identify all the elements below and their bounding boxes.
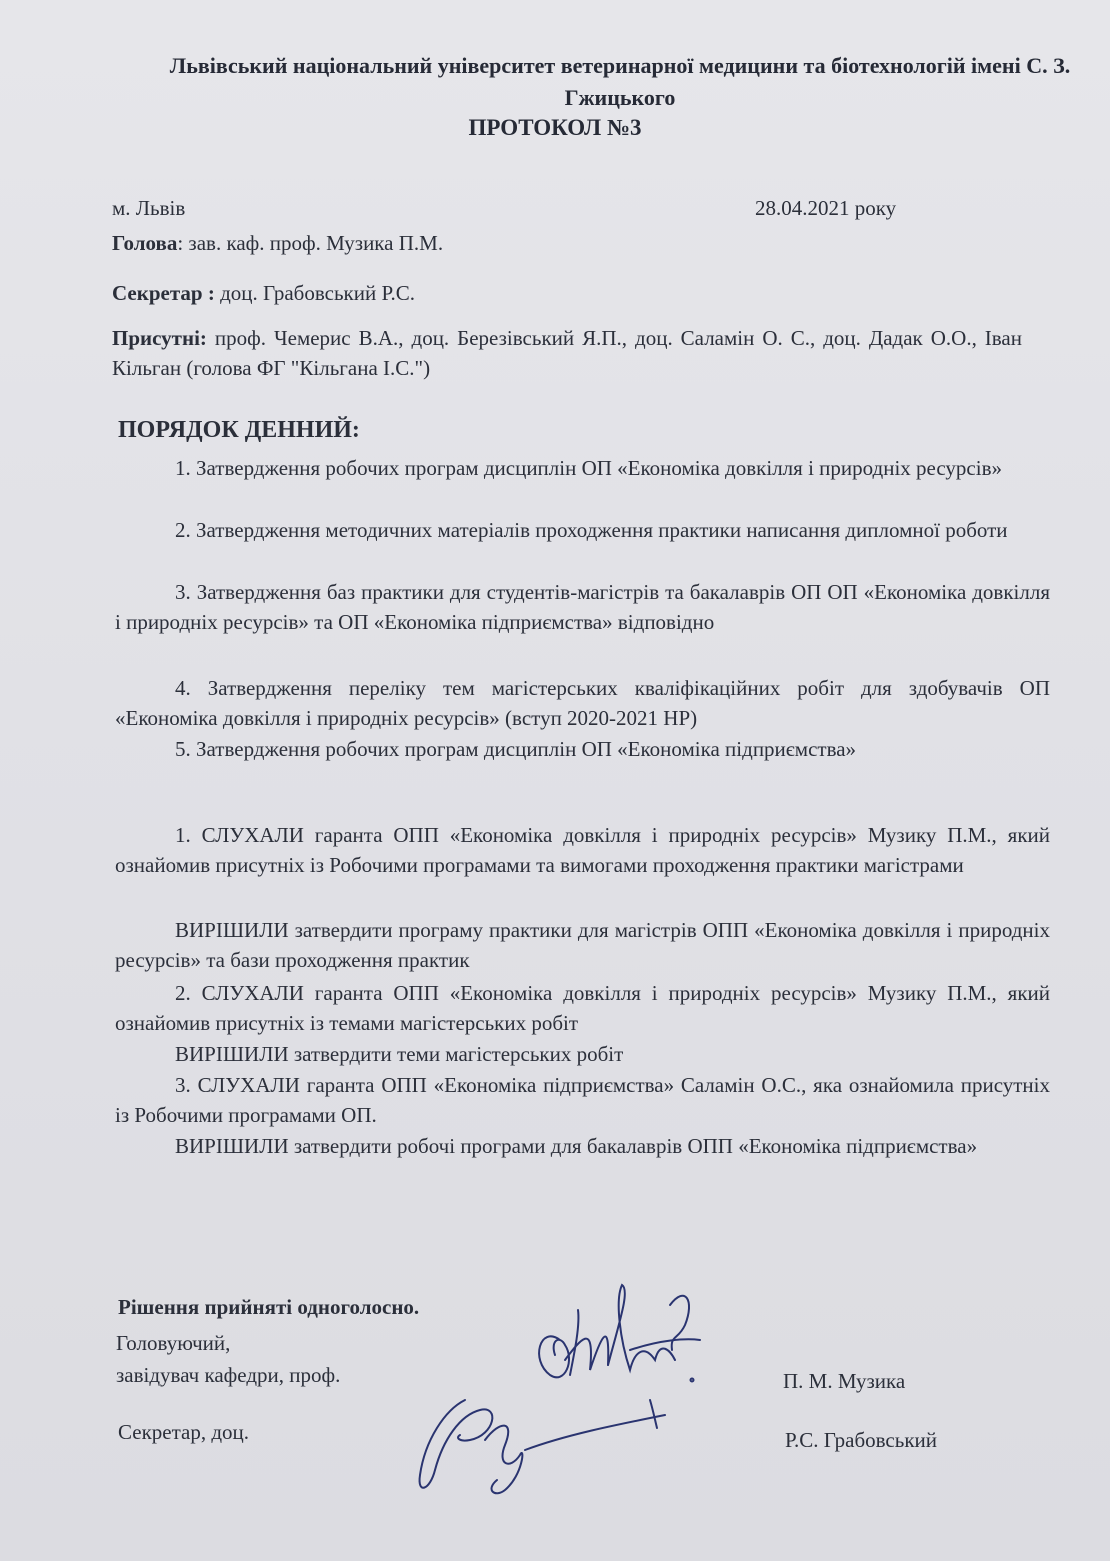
minutes-heard: 2. СЛУХАЛИ гаранта ОПП «Економіка довкілля і природніх ресурсів» Музику П.М., який ознайомив присутніх із темами магістерських робіт [115, 981, 1050, 1035]
university-name: Львівський національний університет ветеринарної медицини та біотехнологій імені С. З. Гжицького [169, 53, 1071, 110]
chair-role: завідувач кафедри, проф. [116, 1363, 341, 1387]
chair-signature [520, 1280, 720, 1410]
minutes-decided: ВИРІШИЛИ затвердити робочі програми для бакалаврів ОПП «Економіка підприємства» [175, 1134, 978, 1158]
chair-label: Голова [112, 231, 178, 255]
present-line [112, 323, 1022, 383]
secretary-line [112, 278, 415, 308]
chair-value: : зав. каф. проф. Музика П.М. [177, 231, 444, 255]
agenda-item: 3. Затвердження баз практики для студентів-магістрів та бакалаврів ОП ОП «Економіка довкілля і природніх ресурсів» та ОП «Економіка підприємства» відповідно [115, 580, 1050, 634]
decision-note: Рішення прийняті одноголосно. [118, 1295, 420, 1319]
secretary-signature [405, 1380, 695, 1510]
date: 28.04.2021 року [755, 196, 897, 220]
present-value: проф. Чемерис В.А., доц. Березівський Я.П., доц. Саламін О. С., доц. Дадак О.О., Іван Кільган (голова ФГ "Кільгана І.С.") [112, 326, 1022, 380]
agenda-item: 4. Затвердження переліку тем магістерських кваліфікаційних робіт для здобувачів ОП «Економіка довкілля і природніх ресурсів» (вступ 2020-2021 НР) [115, 676, 1050, 730]
secretary-role: Секретар, доц. [118, 1420, 250, 1444]
city: м. Львів [112, 196, 186, 220]
agenda-item: 2. Затвердження методичних матеріалів проходження практики написання дипломної роботи [175, 518, 1008, 542]
minutes-heard: 1. СЛУХАЛИ гаранта ОПП «Економіка довкілля і природніх ресурсів» Музику П.М., який ознайомив присутніх із Робочими програмами та вимогами проходження практики магістрами [115, 823, 1050, 877]
secretary-name: Р.С. Грабовський [785, 1428, 938, 1452]
present-label: Присутні: [112, 326, 207, 350]
chair-role: Головуючий, [116, 1331, 231, 1355]
chair-line [112, 228, 443, 258]
agenda-heading: ПОРЯДОК ДЕННИЙ: [118, 417, 360, 443]
secretary-value: доц. Грабовський Р.С. [214, 281, 416, 305]
chair-name: П. М. Музика [783, 1369, 906, 1393]
minutes-heard: 3. СЛУХАЛИ гаранта ОПП «Економіка підприємства» Саламін О.С., яка ознайомила присутніх із Робочими програмами ОП. [115, 1073, 1050, 1127]
secretary-label: Секретар : [112, 281, 215, 305]
agenda-item: 1. Затвердження робочих програм дисциплін ОП «Економіка довкілля і природніх ресурсів» [175, 456, 1002, 480]
agenda-item: 5. Затвердження робочих програм дисциплін ОП «Економіка підприємства» [175, 737, 857, 761]
protocol-title: ПРОТОКОЛ №3 [468, 115, 642, 140]
minutes-decided: ВИРІШИЛИ затвердити програму практики для магістрів ОПП «Економіка довкілля і природніх ресурсів» та бази проходження практик [115, 918, 1050, 972]
minutes-decided: ВИРІШИЛИ затвердити теми магістерських робіт [175, 1042, 624, 1066]
